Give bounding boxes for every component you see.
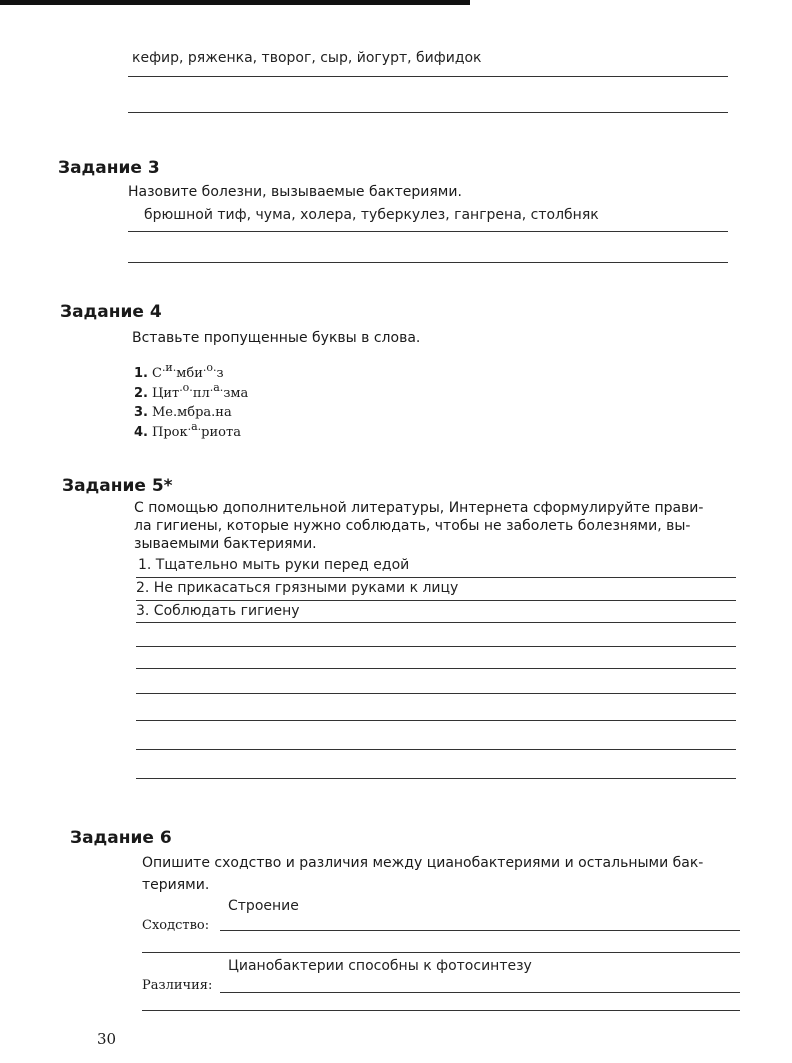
answer-line <box>136 600 736 601</box>
task4-question: Вставьте пропущенные буквы в слова. <box>132 330 421 346</box>
similarity-answer: Строение <box>228 898 299 914</box>
task6-title: Задание 6 <box>70 828 172 848</box>
task5-question: С помощью дополнительной литературы, Интернета сформулируйте прави- ла гигиены, которые нужно соблюдать, чтобы не заболеть болезнями, вы- зываемыми бактериями. <box>134 500 704 552</box>
difference-answer: Цианобактерии способны к фотосинтезу <box>228 958 532 974</box>
top-answer: кефир, ряженка, творог, сыр, йогурт, бифидок <box>132 50 482 66</box>
answer-line <box>128 112 728 113</box>
task5-answer: 1. Тщательно мыть руки перед едой <box>138 557 410 573</box>
word-item: 2. $Цит^{.о.}пл^{.а.}зма$ <box>134 380 249 401</box>
similarity-label: Сходство: <box>142 918 210 933</box>
answer-line <box>136 778 736 779</box>
top-border <box>0 0 470 5</box>
answer-line <box>136 646 736 647</box>
task3-title: Задание 3 <box>58 158 160 178</box>
answer-line <box>136 749 736 750</box>
answer-line <box>128 76 728 77</box>
answer-line <box>128 262 728 263</box>
task4-list <box>134 361 249 442</box>
difference-label: Различия: <box>142 978 213 993</box>
answer-line <box>136 577 736 578</box>
page-number: 30 <box>97 1030 117 1048</box>
answer-line <box>142 952 740 953</box>
word-item: 1. $С^{.и.}мби^{.о.}з$ <box>134 361 224 381</box>
answer-line <box>142 1010 740 1011</box>
task4-title: Задание 4 <box>60 302 162 322</box>
task5-title: Задание 5* <box>62 476 173 496</box>
answer-line <box>220 992 740 993</box>
word-item: 3. Ме.мбра.на <box>134 405 232 420</box>
task5-answer: 2. Не прикасаться грязными руками к лицу <box>136 580 459 596</box>
task5-answer: 3. Соблюдать гигиену <box>136 603 300 619</box>
answer-line <box>136 693 736 694</box>
answer-line <box>136 720 736 721</box>
word-item: 4. Прок$^{.а.}$риота <box>134 419 241 440</box>
answer-line <box>136 668 736 669</box>
task3-answer: брюшной тиф, чума, холера, туберкулез, гангрена, столбняк <box>144 207 599 223</box>
task6-question: Опишите сходство и различия между цианобактериями и остальными бак- териями. <box>142 855 704 893</box>
answer-line <box>136 622 736 623</box>
task3-question: Назовите болезни, вызываемые бактериями. <box>128 184 462 200</box>
answer-line <box>220 930 740 931</box>
answer-line <box>128 231 728 232</box>
